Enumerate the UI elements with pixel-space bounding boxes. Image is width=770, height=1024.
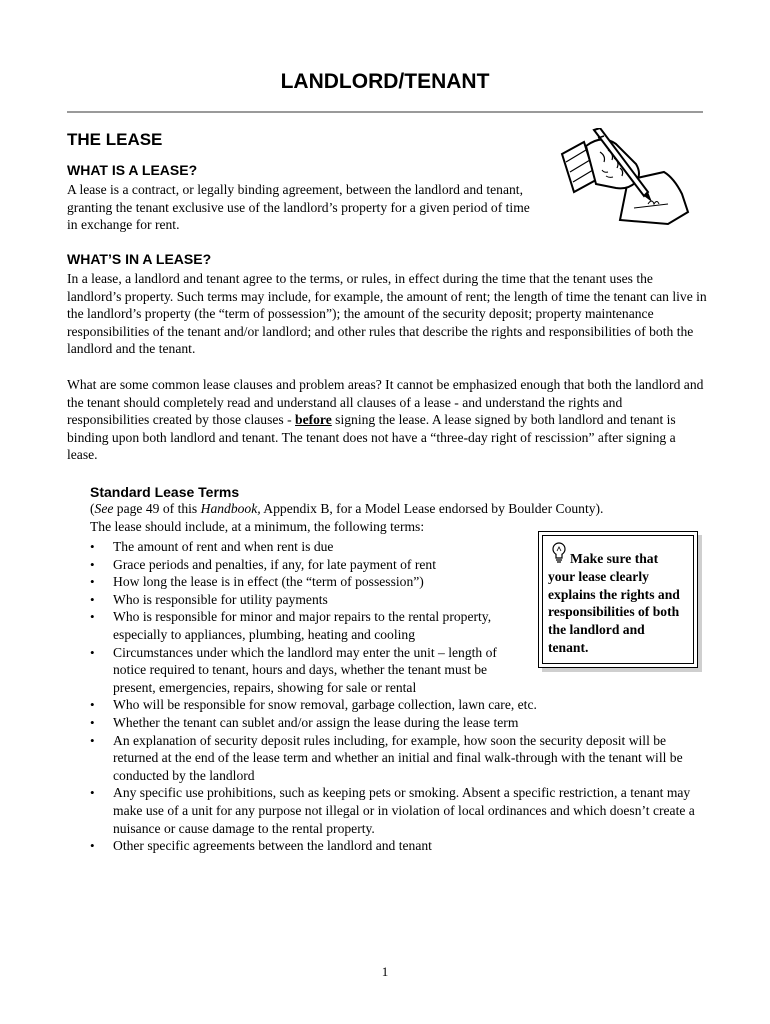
whats-in-a-lease-text: In a lease, a landlord and tenant agree to the terms, or rules, in effect during the time that the tenant uses the landlord’s property. Such terms may include, for example, the amount of rent; the length of time the tenant can live in the landlord’s property (the “term of possession”); the amount of the security deposit; property maintenance responsibilities of the tenant and/or landlord; and other rules that describe the rights and responsibilities of both the landlord and the tenant. xyxy=(67,271,707,357)
list-item: • Any specific use prohibitions, such as keeping pets or smoking. Absent a specific restriction, a tenant may make use of a unit for any purpose not illegal or in violation of local ordinances and which doesn’t create a nuisance or cause damage to the rental property. xyxy=(90,784,702,837)
page-title: LANDLORD/TENANT xyxy=(280,70,490,93)
list-item: • Who will be responsible for snow removal, garbage collection, lawn care, etc. xyxy=(90,696,702,714)
list-item: • The amount of rent and when rent is due xyxy=(90,538,523,556)
section-heading: THE LEASE xyxy=(67,130,163,149)
what-is-a-lease-text: A lease is a contract, or legally binding agreement, between the landlord and tenant, granting the tenant exclusive use of the landlord’s property for a given period of time in exchange for rent. xyxy=(67,182,530,233)
before-emphasis: before xyxy=(295,412,332,428)
page-number: 1 xyxy=(381,964,389,979)
callout-text: Make sure that your lease clearly explains the rights and responsibilities of both the landlord and tenant. xyxy=(548,551,680,655)
list-item: • Who is responsible for minor and major repairs to the rental property, especially to appliances, plumbing, heating and cooling xyxy=(90,608,523,643)
ref-mid: page 49 of this xyxy=(113,501,201,516)
ref-open: ( xyxy=(90,501,95,516)
list-item: • How long the lease is in effect (the “term of possession”) xyxy=(90,573,523,591)
model-lease-reference xyxy=(90,500,710,535)
lease-clauses-paragraph xyxy=(67,376,707,464)
see-italic: See xyxy=(94,501,114,516)
list-item: • Who is responsible for utility payments xyxy=(90,591,523,609)
title-divider xyxy=(67,111,703,113)
list-item: • Other specific agreements between the landlord and tenant xyxy=(90,837,702,855)
clauses-text-end: signing the lease. A lease signed by both landlord and tenant is binding upon both landlord and tenant. The tenant does not have a “three-day right of rescission” after signing a lease. xyxy=(67,412,676,463)
hand-writing-with-pen-icon xyxy=(556,128,692,228)
list-item: • Whether the tenant can sublet and/or assign the lease during the lease term xyxy=(90,714,702,732)
list-item: • An explanation of security deposit rules including, for example, how soon the security deposit will be returned at the end of the lease term and whether an initial and final walk-through with the tenant will be conducted by the landlord xyxy=(90,732,702,785)
terms-intro: The lease should include, at a minimum, the following terms: xyxy=(90,518,425,534)
tip-callout-box xyxy=(538,531,698,668)
handbook-italic: Handbook, xyxy=(200,501,261,516)
standard-lease-terms-heading: Standard Lease Terms xyxy=(90,484,240,500)
list-item: • Grace periods and penalties, if any, for late payment of rent xyxy=(90,556,523,574)
ref-end: Appendix B, for a Model Lease endorsed by Boulder County). xyxy=(260,501,604,516)
whats-in-a-lease-heading: WHAT’S IN A LEASE? xyxy=(67,251,212,267)
clauses-text-start: What are some common lease clauses and problem areas? It cannot be emphasized enough that both the landlord and the tenant should completely read and understand all clauses of a lease - and understand the rights and responsibilities created by those clauses - xyxy=(67,377,704,428)
what-is-a-lease-heading: WHAT IS A LEASE? xyxy=(67,162,198,178)
list-item: • Circumstances under which the landlord may enter the unit – length of notice required to tenant, hours and days, whether the tenant must be present, emergencies, repairs, showing for sale or rental xyxy=(90,644,523,697)
